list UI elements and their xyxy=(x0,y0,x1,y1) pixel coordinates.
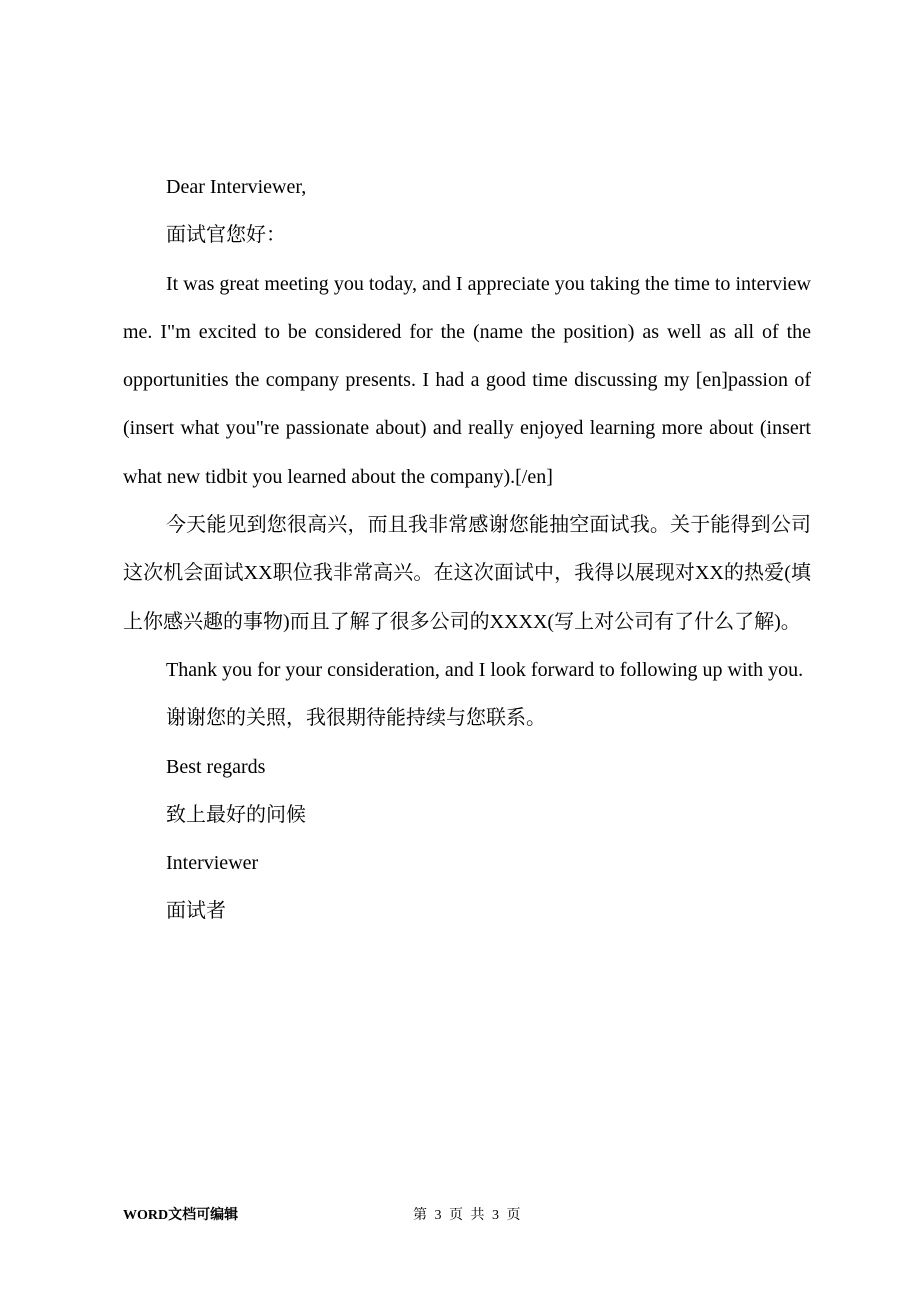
paragraph-2-zh: 谢谢您的关照，我很期待能持续与您联系。 xyxy=(166,707,546,730)
footer-editable-note: WORD文档可编辑 xyxy=(123,1208,239,1223)
footer-page-number: 第 3 页 共 3 页 xyxy=(413,1208,523,1223)
closing-zh: 致上最好的问候 xyxy=(166,803,306,826)
signature-en: Interviewer xyxy=(166,852,259,875)
letter-body xyxy=(123,163,811,936)
paragraph-2-en: Thank you for your consideration, and I look forward to following up with you. xyxy=(166,658,804,681)
greeting-en: Dear Interviewer, xyxy=(166,176,307,198)
greeting-zh: 面试官您好： xyxy=(166,224,286,247)
signature-zh: 面试者 xyxy=(166,900,226,923)
paragraph-1-en: It was great meeting you today, and I appreciate you taking the time to interview me. I"m excited to be considered for the (name the position) as well as all of the opportunities the company presents. I had a good time discussing my [en]passion of (insert what you"re passionate about) and really enjoyed learning more about (insert what new tidbit you learned about the company).[/en] xyxy=(123,272,811,488)
closing-en: Best regards xyxy=(166,755,266,778)
paragraph-1-zh: 今天能见到您很高兴，而且我非常感谢您能抽空面试我。关于能得到公司这次机会面试XX职位我非常高兴。在这次面试中，我得以展现对XX的热爱(填上你感兴趣的事物)而且了解了很多公司的XXXX(写上对公司有了什么了解)。 xyxy=(123,514,811,633)
